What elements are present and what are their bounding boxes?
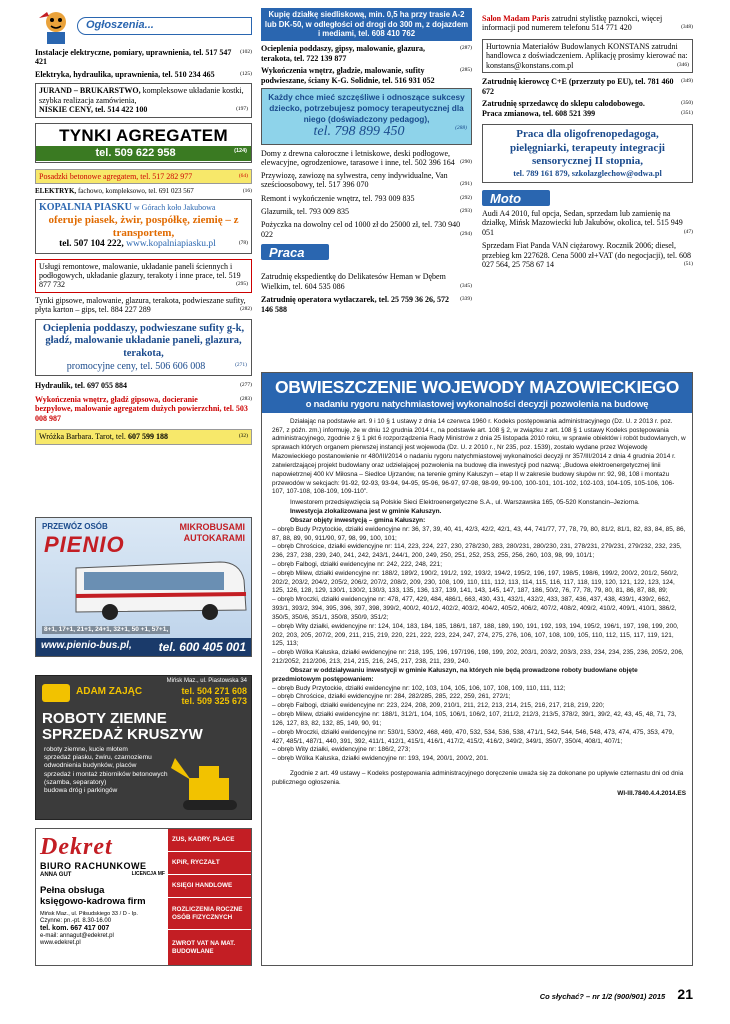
ob-list-item: – obręb Mroczki, działki ewidencyjne nr: 530/1, 530/2, 468, 469, 470, 532, 534, 536, 538, 471/1, 542, 544, 546, 548, 473, 474, 475, 353, 479, 427, 485/1, 487/1, 440, 391, 392, 411/1, 412/1, 415/1, 416/1, 417/2, 415/2, 416/2, 349/2, 349/1, 350/7, 350/4, 408/1, 407/1; [272, 728, 674, 745]
section-praca-header: Praca [261, 244, 329, 260]
tynki-title: TYNKI AGREGATEM [59, 125, 228, 145]
ad-number: (292) [460, 194, 472, 201]
ad-price: NISKIE CENY, tel. 514 422 100 [39, 105, 148, 115]
dekret-logo: Dekret [40, 834, 113, 860]
ob-paragraph: Inwestorem przedsięwzięcia są Polskie Sieci Elektroenergetyczne S.A., ul. Warszawska 165, 05-520 Konstancin–Jeziorna. [290, 499, 640, 507]
ob-list-item: – obręb Mroczki, działki ewidencyjne nr: 478, 477, 429, 484, 486/1, 663, 430, 431, 432/1, 432/2, 433, 387, 436, 437, 438, 439/1, 439/2, 662, 393/1, 393/2, 394, 395, 396, 397, 398, 399/2, 400/2, 401/2, 402/2, 403/2, 404/2, 405/2, 406/2, 407/2, 408/2, 409/2, 410/2, 409/1, 410/1, 386/2, 350/5, 350/6, 351/1, 350/8, 350/9, 351/2; [272, 596, 677, 621]
ad-ocieplenia-promo [35, 319, 252, 377]
ob-paragraph: Zgodnie z art. 49 ustawy – Kodeks postępowania administracyjnego doręczenie uważa się za dokonane po upływie czternastu dni od dnia publicznego ogłoszenia. [272, 770, 684, 786]
ad-title: ELEKTRYK, [35, 187, 77, 196]
ad-ocieplenia [261, 44, 472, 63]
ad-text: Elektryka, hydraulika, uprawnienia, tel. 510 234 465 [35, 69, 215, 79]
pienio-mini1: MIKROBUSAMI [179, 522, 245, 532]
dekret-website[interactable]: www.edekret.pl [40, 940, 81, 947]
ad-number: (277) [240, 382, 252, 389]
ad-text: fachowo, kompleksowo, tel. 691 023 567 [76, 187, 194, 196]
dekret-owner: ANNA GUT [40, 871, 72, 878]
ad-text: Glazurnik, tel. 793 009 835 [261, 207, 349, 216]
ad-madam-paris [482, 14, 693, 33]
zajac-services [44, 746, 174, 795]
ad-praca-zmianowa [482, 109, 693, 118]
zajac-service: sprzedaż i montaż zbiorników betonowych (szamba, separatory) [44, 770, 168, 786]
ad-number: (102) [240, 49, 252, 55]
ad-phone: tel. 798 899 450 [313, 124, 405, 140]
dekret-hours: Czynne: pn.-pt. 8.30-16.00 [40, 918, 112, 924]
ad-text: Zatrudnię ekspedientkę do Delikatesów Heman w Dębem Wielkim, tel. 604 535 086 [261, 272, 446, 291]
column-1 [35, 8, 252, 448]
ad-kopalnia [35, 199, 252, 253]
ad-phone: promocyjne ceny, tel. 506 606 008 [66, 360, 206, 372]
obwieszczenie-subtitle: o nadaniu rygoru natychmiastowej wykonalności decyzji pozwolenia na budowę [262, 398, 692, 413]
ad-number: (51) [683, 261, 693, 268]
ad-number: (345) [460, 282, 472, 289]
dekret-address: Mińsk Maz., ul. Piłsudskiego 33 / D - Ip. [40, 911, 138, 918]
ad-text: Wróżka Barbara. Tarot, tel. [39, 432, 128, 442]
ad-wrozka [35, 429, 252, 444]
ad-pienio [35, 517, 252, 657]
ad-pedagog [261, 88, 472, 145]
ad-przywioze [261, 171, 472, 190]
page-footer [470, 986, 693, 1003]
ob-reference: WI-III.7840.4.4.2014.ES [617, 789, 686, 797]
pienio-seats: 8+1, 17+1, 21+1, 24+1, 32+1, 50 +1, 57+1, [44, 626, 169, 633]
ad-number: (288) [455, 125, 467, 132]
zajac-tel1: tel. 504 271 608 [181, 686, 247, 696]
ob-list-item: – obręb Budy Przytockie, działki ewidencyjne nr: 36, 37, 39, 40, 41, 42/3, 42/2, 42/1, 43, 44, 741/77, 77, 78, 79, 80, 81/2, 81/1, 82, 83, 84, 85, 86, 87, 88, 89, 90, 911/90, 97, 98, 99, 100, 101; [272, 525, 686, 542]
ad-text: Hydraulik, tel. 697 055 884 [35, 381, 128, 391]
section-moto-header: Moto [482, 190, 550, 206]
dekret-service: ZWROT VAT NA MAT. BUDOWLANE [168, 930, 251, 966]
footer-issue: Co słychać? – nr 1/2 (900/901) 2015 [539, 992, 666, 1001]
obwieszczenie-body [262, 413, 692, 799]
ob-list-item: – obręb Wólka Kałuska, działki ewidencyjne nr: 218, 195, 196, 197/196, 198, 199, 202, 203/1, 203/2, 203/3, 233, 234, 234, 235, 236, 205/2, 206, 212/2052, 212/206, 213, 214, 215, 216, 245, 217, 238, 211, 239, 240. [272, 649, 684, 666]
column-2 [261, 8, 472, 317]
tynki-phone: tel. 509 622 958 [95, 146, 176, 159]
ad-text: Wykończenia wnętrz, gładzie, malowanie, sufity podwieszane, ściany K-G. Solidnie, tel. 516 931 052 [261, 66, 435, 85]
ad-uslugi-remontowe [35, 259, 252, 293]
ad-phone: 607 599 188 [127, 432, 168, 442]
ad-number: (351) [681, 109, 693, 116]
dekret-t1: Pełna obsługa [40, 885, 105, 896]
ad-text: Sprzedam Fiat Panda VAN ciężarowy. Rocznik 2006; diesel, przebieg km 227628. Cena 5000 zł+VAT (do negocjacji), tel. 608 027 564, 25 758 67 14 [482, 241, 692, 270]
ad-title: Salon Madam Paris [482, 14, 550, 23]
ad-title: KOPALNIA PIASKU [39, 202, 132, 214]
ad-text: Wykończenia wnętrz, gładź gipsowa, docieranie bezpyłowe, malowanie agregatem dużych powierzchni, tel. 503 008 987 [35, 394, 248, 423]
ad-website[interactable]: www.kopalniapiasku.pl [123, 239, 216, 250]
dekret-subtitle: BIURO RACHUNKOWE [40, 861, 147, 872]
ad-number: (293) [460, 208, 472, 214]
dekret-service: KPiR, RYCZAŁT [168, 852, 251, 875]
ad-number: (348) [681, 24, 693, 31]
ob-list-item: – obręb Chrościce, działki ewidencyjne nr: 284, 282/285, 285, 222, 259, 261, 272/1; [272, 693, 511, 701]
ad-number: (339) [460, 296, 472, 303]
ad-audi [482, 209, 693, 237]
dekret-service: ROZLICZENIA ROCZNE OSÓB FIZYCZNYCH [168, 898, 251, 930]
ad-sprzedawca [482, 99, 693, 108]
zajac-brand: ADAM ZAJĄC [76, 686, 143, 697]
ad-instalacje [35, 48, 252, 67]
zajac-title2: SPRZEDAŻ KRUSZYW [42, 726, 203, 743]
ad-fiat [482, 241, 693, 269]
ad-text: Instalacje elektryczne, pomiary, uprawnienia, tel. 517 547 421 [35, 48, 232, 67]
ad-oligofrenopedagog [482, 124, 693, 183]
ad-number: (64) [238, 172, 248, 179]
ad-posadzki [35, 169, 252, 184]
ad-text: Pożyczka na dowolny cel od 1000 zł do 25000 zł, tel. 730 940 022 [261, 220, 461, 239]
ob-list-item: – obręb Milew, działki ewidencyjne nr: 188/1, 312/1, 104, 105, 106/1, 106/2, 107, 211/2, 212/3, 213/5, 378/2, 39/1, 39/2, 42, 43, 45, 48, 71, 73, 126, 127, 83, 82, 132, 85, 149, 90, 91; [272, 711, 677, 727]
ad-text: Zatrudnię sprzedawcę do sklepu całodobowego. [482, 99, 645, 109]
bus-icon [70, 556, 250, 626]
ob-list-item: – obręb Wity działki, ewidencyjne nr: 124, 104, 183, 184, 185, 186/1, 187, 188, 189, 190, 191, 192, 193, 194, 195/2, 196/1, 197, 198, 199, 200, 202, 203, 205, 207/2, 209, 211, 215, 219, 220, 221, 222, 223, 224, 247, 274, 275, 276, 106, 107, 108, 109, 105, 110, 112, 115, 117, 119, 121, 125, 113; [272, 622, 679, 648]
ad-text: Audi A4 2010, ful opcja, Sedan, sprzedam lub zamienię na działkę, Mińsk Mazowiecki lub Jakubów, okolica, tel. 515 949 051 [482, 208, 683, 237]
dekret-t2: księgowo-kadrowa firm [40, 896, 146, 908]
ad-tynki-gipsowe [35, 296, 252, 315]
ad-number: (125) [240, 70, 252, 77]
ad-glazurnik [261, 207, 472, 216]
dekret-service: ZUS, KADRY, PŁACE [168, 829, 251, 852]
ad-remont [261, 194, 472, 203]
ad-location: w Górach koło Jakubowa [131, 203, 216, 213]
zajac-service: sprzedaż piasku, żwiru, czarnoziemu [44, 754, 152, 762]
ob-paragraph: Inwestycja zlokalizowana jest w gminie Kałuszyn. [290, 508, 442, 516]
ad-phone: tel. 789 161 879, szkolazglechow@odwa.pl [513, 169, 662, 179]
ad-wykonczenia-wnetrz [261, 66, 472, 85]
ad-kierowca [482, 77, 693, 96]
page-number: 21 [677, 986, 693, 1002]
ob-paragraph: Działając na podstawie art. 9 i 10 § 1 ustawy z dnia 14 czerwca 1960 r. Kodeks postępowania administracyjnego (Dz. U. z 2013 r. poz. 267, z późn. zm.) informuję, że w dniu 12 grudnia 2014 r., na podstawie art. 108 § 2, w związku z art. 108 § 1 ustawy Kodeks postępowania administracyjnego, zgodnie z § 1 pkt 6 rozporządzenia Rady Ministrów z dnia 25 listopada 2010 roku, w sprawie obiektów i robót budowlanych, w sprawach których organem pierwszej instancji jest wojewoda (Dz. U. z 2010 r., Nr 235, poz. 1539), zostało wydane przez Wojewodę Mazowieckiego postanowienie nr 480/III/2014 o nadaniu rygoru natychmiastowej wykonalności decyzji nr 357/III/2014 z dnia 4 grudnia 2014 r. zatwierdzającej projekt budowlany oraz udzielającej pozwolenia na budowę dla inwestycji pod nazwą: „Budowa elektroenergetycznej linii napowietrznej 400 kV Miłosna – Siedlce Ujrzanów, na terenie gminy Kałuszyn – etap II w zakresie budowy słupów nr: 92, 98, 108 i montażu przewodów w sekcjach: 91-92, 92-93, 93-94, 94-95, 95-96, 96-97, 97-98, 98-99, 99-100, 100-101, 101-102, 102-103, 104-105, 105-106, 106-107, 107-108, 108-109, 109-110”. [272, 417, 686, 496]
obwieszczenie-wojewody [261, 372, 693, 966]
dekret-phone: tel. kom. 667 417 007 [40, 925, 110, 933]
ad-text: Usługi remontowe, malowanie, układanie paneli ściennych i podłogowych, układanie glazury, terakoty i inne prace, tel. 519 877 732 [39, 261, 241, 290]
pienio-phone: tel. 600 405 001 [158, 639, 246, 654]
ad-text: Każdy chce mieć szczęśliwe i odnoszące sukcesy dziecko, potrzebujesz pomocy terapeutycznej dla niego (doświadczony pedagog), [268, 91, 465, 124]
ogloszenia-header [35, 8, 252, 44]
zajac-service: roboty ziemne, kucie młotem [44, 746, 128, 753]
zajac-service: odwodnienia budynków, placów [44, 762, 137, 770]
ad-text: Zatrudnię kierowcę C+E (przerzuty po EU), tel. 781 460 672 [482, 77, 674, 96]
ad-text: Ocieplenia poddaszy, gipsy, malowanie, glazura, terakota, tel. 722 139 877 [261, 44, 426, 63]
ob-list-item: – obręb Wity działki, ewidencyjne nr: 186/2, 273; [272, 746, 411, 754]
ad-number: (294) [460, 230, 472, 237]
excavator-icon [169, 738, 249, 820]
ad-number: (290) [460, 159, 472, 166]
ad-text: Remont i wykończenie wnętrz, tel. 793 009 835 [261, 193, 415, 203]
ob-list-item: – obręb Falbogi, działki ewidencyjne nr: 242, 222, 248, 221; [272, 560, 442, 568]
zajac-tel2: tel. 509 325 673 [181, 696, 247, 706]
ad-operator [261, 295, 472, 314]
ad-text: Hurtownia Materiałów Budowlanych KONSTANS zatrudni handlowca z doświadczeniem. Aplikację prosimy kierować na: konstans@konstans.com.pl [486, 41, 688, 70]
tynki-phone-bar [36, 146, 251, 161]
ad-title: Ocieplenia poddaszy, podwieszane sufity g-k, gładź, malowanie układanie paneli, glazura, terakota, [42, 322, 245, 359]
ad-text: Zatrudnię operatora wytłaczarek, tel. 25 759 36 26, 572 146 588 [261, 295, 450, 314]
ad-wykonczenia [35, 395, 252, 423]
ad-pozyczka [261, 220, 472, 239]
ad-number: (283) [240, 395, 252, 402]
ad-number: (271) [235, 361, 247, 368]
ad-number: (16) [242, 188, 252, 195]
ad-number: (124) [234, 147, 247, 154]
ob-paragraph: Obszar objęty inwestycją – gmina Kałuszyn: [290, 516, 426, 524]
ad-hurtownia [482, 39, 693, 73]
ad-text: zatrudni stylistkę paznokci, więcej informacji pod numerem telefonu 514 771 420 [482, 14, 663, 33]
obwieszczenie-title: OBWIESZCZENIE WOJEWODY MAZOWIECKIEGO [262, 373, 692, 398]
ad-text: Praca zmianowa, tel. 608 521 399 [482, 108, 596, 118]
ad-elektryk [35, 187, 252, 195]
ad-number: (282) [240, 306, 252, 313]
ad-title: Praca dla oligofrenopedagoga, pielęgniarki, terapeuty integracji sensorycznej II stopnia, [510, 127, 665, 168]
ad-tynki-agregatem [35, 123, 252, 163]
dekret-service: KSIĘGI HANDLOWE [168, 875, 251, 898]
ad-number: (350) [681, 100, 693, 107]
ad-text: Posadzki betonowe agregatem, tel. 517 282 977 [39, 171, 193, 181]
pienio-contact [36, 638, 251, 656]
ad-jurand [35, 83, 252, 117]
ad-dekret [35, 828, 252, 966]
ob-list-item: – obręb Budy Przytockie, działki ewidencyjne nr: 102, 103, 104, 105, 106, 107, 108, 109, 110, 111, 112; [272, 684, 566, 692]
ogloszenia-title: Ogłoszenia... [77, 17, 252, 35]
column-3 [482, 8, 693, 273]
ad-text: Przywiozę, zawiozę na sylwestra, ceny indywidualne, Van sześcioosobowy, tel. 517 396 070 [261, 170, 448, 190]
ad-number: (349) [681, 78, 693, 85]
banner-kupie-dzialke: Kupię działkę siedliskową, min. 0,5 ha przy trasie A-2 lub DK-50, w odległości od drogi do 300 m, z dojazdem i mediami, tel. 608 410 762 [261, 8, 472, 41]
pienio-label: PRZEWÓZ OSÓB [42, 522, 108, 531]
ad-text: Domy z drewna całoroczne i letniskowe, deski podłogowe, elewacyjne, ogrodzeniowe, tarasowe i inne, tel. 502 396 164 [261, 148, 455, 168]
ob-list-item: – obręb Chrościce, działki ewidencyjne nr: 114, 223, 224, 227, 230, 278/230, 283, 280/231, 280/230, 231, 278/231, 279/231, 279/232, 232, 235, 236, 237, 238, 239, 240, 241, 242, 243/1, 244/1, 200, 249, 250, 251, 252, 253, 255, 256, 260, 103, 98, 99, 101/1; [272, 543, 682, 560]
pienio-website[interactable]: www.pienio-bus.pl, [41, 639, 132, 651]
ad-ekspedientka [261, 272, 472, 291]
ad-phone: tel. 507 104 222, [59, 239, 124, 250]
dekret-email[interactable]: e-mail: annagut@edekret.pl [40, 933, 114, 940]
ad-offer: oferuje piasek, żwir, pospółkę, ziemię – z transportem, [48, 214, 239, 239]
ad-number: (32) [238, 433, 248, 440]
zajac-address: Mińsk Maz., ul. Piastowska 34 [166, 678, 247, 684]
zajac-service: budowa dróg i parkingów [44, 787, 118, 795]
ad-domy [261, 149, 472, 168]
ad-number: (295) [236, 281, 248, 288]
ad-title: JURAND – BRUKARSTWO, [39, 86, 141, 96]
ad-number: (47) [683, 228, 693, 235]
ad-elektryka [35, 70, 252, 79]
ob-list-item: – obręb Milew, działki ewidencyjne nr: 188/2, 189/2, 190/2, 191/2, 192, 193/2, 194/2, 195/2, 196, 197, 198/5, 198/6, 199/2, 200/2, 201/2, 560/2, 202/2, 203/2, 204/2, 205/2, 206/2, 207/2, 208/2, 209, 230, 108, 109, 110, 111, 112, 113, 114, 115, 116, 117, 118, 119, 120, 121, 122, 123, 124, 125, 126, 128, 129, 130/1, 130/2, 130/3, 133, 135, 136, 137, 139, 141, 143, 145, 147, 187, 186, 50/2, 76, 77, 78, 79, 80, 81, 86, 87, 88, 89; [272, 569, 679, 595]
ob-list-item: – obręb Falbogi, działki ewidencyjne nr: 223, 224, 208, 209, 210/1, 211, 212, 213, 214, 215, 216, 217, 218, 219, 220; [272, 702, 605, 710]
zajac-logo-icon [42, 684, 70, 702]
ad-number: (197) [236, 106, 248, 113]
ad-text: Tynki gipsowe, malowanie, glazura, terakota, podwieszane sufity, płyta karton – gips, tel. 884 227 289 [35, 295, 246, 315]
ad-number: (291) [460, 181, 472, 188]
pienio-logo: PIENIO [44, 532, 125, 557]
pienio-mini2: AUTOKARAMI [183, 533, 245, 543]
ob-list-item: – obręb Wólka Kałuska, działki ewidencyjne nr: 193, 194, 200/1, 200/2, 201. [272, 755, 489, 763]
cartoon-mascot-icon [35, 8, 77, 44]
zajac-title1: ROBOTY ZIEMNE [42, 710, 167, 727]
ad-adam-zajac [35, 675, 252, 820]
ad-number: (285) [460, 67, 472, 74]
ad-number: (287) [460, 45, 472, 52]
ad-hydraulik [35, 381, 252, 390]
ad-number: (78) [238, 240, 248, 247]
ad-text: kompleksowe układanie kostki, szybka realizacja zamówienia, [39, 86, 244, 105]
dekret-license: LICENCJA MF [131, 870, 165, 877]
dekret-services [168, 829, 251, 965]
ob-paragraph: Obszar w oddziaływaniu inwestycji w gminie Kałuszyn, na których nie będą prowadzone roboty budowlane objęte przedmiotowym postępowaniem: [272, 666, 638, 683]
ad-number: (346) [677, 61, 689, 68]
